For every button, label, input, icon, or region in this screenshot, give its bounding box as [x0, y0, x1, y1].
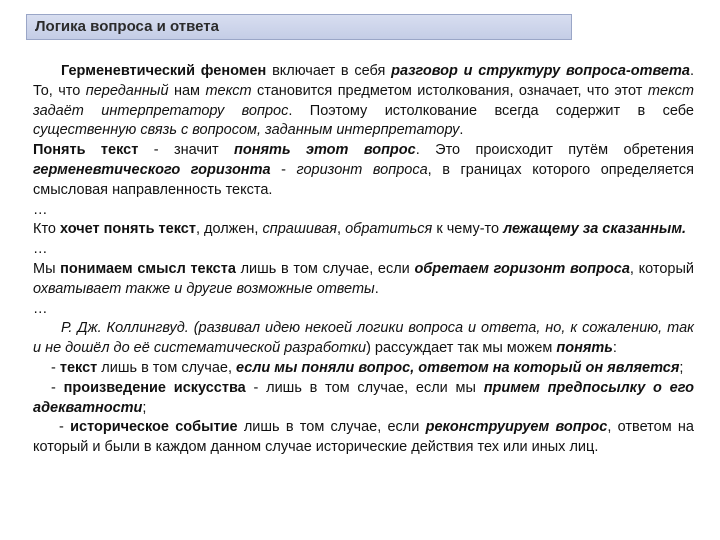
paragraph-3-run: лежащему за сказанным. [503, 221, 687, 238]
paragraph-3-run: хочет понять текст [60, 221, 196, 238]
list-item-art-run: - лишь в том случае, если мы [245, 379, 484, 396]
list-item-text [33, 359, 694, 379]
list-item-text-run: - [51, 359, 60, 376]
paragraph-5-run: : [612, 340, 617, 357]
paragraph-2-run: Понять текст [33, 142, 139, 159]
paragraph-2 [33, 141, 694, 200]
list-item-text-run: ; [679, 359, 684, 376]
paragraph-1-run: переданный [85, 82, 169, 99]
paragraph-1-run: текст задаёт интерпретатору вопрос [33, 82, 694, 119]
paragraph-3 [33, 220, 694, 240]
paragraph-3-run: к чему-то [432, 221, 504, 238]
paragraph-4-run: охватывает также и другие возможные ответы [33, 280, 375, 297]
ellipsis-3: … [33, 300, 48, 317]
paragraph-1-run: . То, что [33, 63, 694, 99]
paragraph-1-run: . Поэтому истолкование всегда содержит в себе [288, 102, 694, 119]
paragraph-3-run: спрашивая [262, 221, 338, 238]
paragraph-2-run: - значит [138, 142, 235, 159]
paragraph-3-run: Кто [33, 221, 61, 238]
list-item-history-run: - [59, 419, 71, 436]
paragraph-3-run: обратиться [345, 221, 433, 238]
list-item-text-run: если мы поняли вопрос, ответом на который он является [236, 359, 680, 376]
paragraph-1-run: Герменевтический феномен [61, 63, 267, 79]
paragraph-2-run: - [270, 161, 297, 178]
paragraph-2-run: . Это происходит путём обретения [415, 142, 694, 159]
list-item-history-run: лишь в том случае, если [237, 419, 426, 436]
paragraph-5-run: ) рассуждает так мы можем [366, 340, 557, 357]
list-item-art-run: - [51, 379, 64, 396]
paragraph-4-run: обретаем горизонт вопроса [414, 260, 630, 277]
paragraph-1-run: нам [168, 82, 206, 99]
list-item-art-run: ; [142, 399, 147, 416]
paragraph-4-run: , который [629, 260, 695, 277]
list-item-history [33, 418, 694, 458]
paragraph-3-run: , должен, [195, 221, 263, 238]
paragraph-4-run: понимаем смысл текста [60, 260, 236, 277]
paragraph-1 [33, 62, 694, 141]
paragraph-4-run: лишь в том случае, если [235, 260, 415, 277]
ellipsis-1: … [33, 201, 48, 218]
list-item-art [33, 379, 694, 419]
paragraph-2-run: , в границах которого определяется смысловая направленность текста. [33, 161, 694, 198]
list-item-art-run: примем предпосылку о его адекватности [33, 379, 694, 416]
paragraph-4 [33, 260, 694, 300]
paragraph-2-run: горизонт вопроса [296, 161, 428, 178]
paragraph-1-run: становится предметом истолкования, означает, что этот [251, 82, 648, 99]
paragraph-2-run: герменевтического горизонта [33, 161, 271, 178]
paragraph-5-run: Р. Дж. Коллингвуд. (развивал идею некоей логики вопроса и ответа, но, к сожалению, так и не дошёл до её систематической разработки [33, 320, 694, 357]
slide-body [33, 62, 694, 458]
paragraph-1-run: разговор и структуру вопроса-ответа [391, 63, 690, 79]
paragraph-4-run: . [374, 280, 379, 297]
list-item-art-run: произведение искусства [63, 379, 246, 396]
list-item-history-run: историческое событие [70, 419, 238, 436]
ellipsis-2: … [33, 241, 48, 258]
paragraph-1-run: существенную связь с вопросом, заданным интерпретатору [33, 122, 460, 139]
paragraph-1-run: включает в себя [266, 63, 392, 79]
paragraph-3-run: , [337, 221, 346, 238]
slide-title-text: Логика вопроса и ответа [35, 18, 219, 35]
slide-title [26, 14, 572, 40]
paragraph-5 [33, 319, 694, 359]
list-item-text-run: лишь в том случае, [97, 359, 237, 376]
paragraph-4-run: Мы [33, 260, 61, 277]
paragraph-2-run: понять этот вопрос [234, 142, 416, 159]
paragraph-1-run: . [459, 122, 464, 139]
paragraph-5-run: понять [556, 340, 613, 357]
paragraph-1-run: текст [205, 82, 252, 99]
list-item-history-run: реконструируем вопрос [425, 419, 608, 436]
list-item-history-run: , ответом на который и были в каждом данном случае исторические действия тех или иных лиц. [33, 419, 694, 456]
list-item-text-run: текст [59, 359, 98, 376]
